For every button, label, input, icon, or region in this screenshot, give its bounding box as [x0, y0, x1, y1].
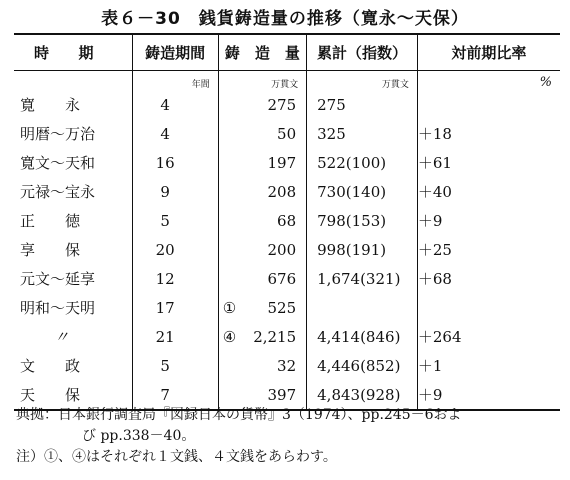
cell-cumulative: 522(100)	[307, 148, 418, 177]
amount-value: 275	[267, 95, 297, 114]
ratio-sign: ＋	[417, 357, 433, 375]
cell-cumulative: 798(153)	[307, 206, 418, 235]
cell-period: 天 保	[14, 380, 132, 410]
ratio-sign: ＋	[417, 386, 433, 404]
amount-value: 2,215	[253, 327, 297, 346]
ratio-value: 9	[432, 212, 443, 230]
cell-amount	[218, 293, 306, 322]
cell-amount	[218, 235, 306, 264]
cell-duration: 12	[132, 264, 218, 293]
table-row	[14, 351, 560, 380]
ratio-sign: ＋	[417, 328, 433, 346]
table-row	[14, 177, 560, 206]
cell-cumulative: 4,446(852)	[307, 351, 418, 380]
coin-note: 注）①、④はそれぞれ１文銭、４文銭をあらわす。	[16, 449, 337, 465]
cell-ratio	[417, 177, 560, 206]
amount-value: 197	[267, 153, 297, 172]
cell-cumulative: 4,843(928)	[307, 380, 418, 410]
amount-value: 397	[267, 385, 297, 404]
cell-duration: 20	[132, 235, 218, 264]
ratio-value: 1	[432, 357, 443, 375]
cell-cumulative: 4,414(846)	[307, 322, 418, 351]
cell-period: 明和～天明	[20, 299, 96, 317]
cell-period: 元文～延享	[20, 270, 96, 288]
amount-value: 68	[277, 211, 297, 230]
ratio-sign: ＋	[417, 270, 433, 288]
cell-duration: 4	[132, 90, 218, 119]
cell-ratio	[417, 119, 560, 148]
table-row	[14, 293, 560, 322]
header-period: 時 期	[14, 34, 132, 71]
cell-amount	[218, 206, 306, 235]
ratio-value: 61	[432, 154, 452, 172]
ratio-sign: ＋	[417, 241, 433, 259]
cell-duration: 17	[132, 293, 218, 322]
table-title: 表６－30 銭貨鋳造量の推移（寛永～天保）	[101, 9, 469, 29]
amount-value: 525	[267, 298, 297, 317]
amount-value: 50	[277, 124, 297, 143]
units-row	[14, 71, 560, 91]
cell-amount	[218, 119, 306, 148]
cell-period: 正 徳	[20, 212, 81, 230]
cell-period: 文 政	[20, 357, 81, 375]
cell-amount	[218, 90, 306, 119]
amount-value: 200	[267, 240, 297, 259]
cell-duration: 16	[132, 148, 218, 177]
cell-ratio	[417, 264, 560, 293]
header-row	[14, 34, 560, 71]
header-duration: 鋳造期間	[132, 34, 218, 71]
source-note-line1: 典拠：日本銀行調査局『図録日本の貨幣』3（1974）、pp.245－6およ	[16, 407, 462, 423]
cell-cumulative: 325	[307, 119, 418, 148]
cell-period: 享 保	[20, 241, 81, 259]
coin-type-marker: ④	[222, 327, 237, 346]
cell-period: 寛 永	[20, 96, 81, 114]
cell-duration: 5	[132, 351, 218, 380]
cell-ratio	[417, 206, 560, 235]
header-ratio: 対前期比率	[417, 34, 560, 71]
unit-ratio: %	[417, 71, 560, 91]
header-amount: 鋳 造 量	[218, 34, 306, 71]
cell-amount	[218, 264, 306, 293]
cell-amount	[218, 322, 306, 351]
cell-period: 〃	[54, 328, 70, 346]
coin-type-marker: ①	[222, 298, 237, 317]
cell-cumulative: 998(191)	[307, 235, 418, 264]
table-row	[14, 90, 560, 119]
unit-duration: 年間	[132, 71, 218, 91]
cell-period: 元禄～宝永	[20, 183, 96, 201]
table-row	[14, 264, 560, 293]
unit-amount: 万貫文	[218, 71, 306, 91]
ratio-value: 9	[432, 386, 443, 404]
unit-cumulative: 万貫文	[307, 71, 418, 91]
ratio-sign: ＋	[417, 125, 433, 143]
cell-ratio	[417, 90, 560, 119]
source-note-line2: び pp.338－40。	[82, 428, 196, 444]
cell-duration: 21	[132, 322, 218, 351]
cell-cumulative: 275	[307, 90, 418, 119]
cell-period: 寛文～天和	[20, 154, 96, 172]
ratio-sign: ＋	[417, 212, 433, 230]
amount-value: 676	[267, 269, 297, 288]
cell-duration: 4	[132, 119, 218, 148]
cell-ratio	[417, 351, 560, 380]
ratio-sign: ＋	[417, 154, 433, 172]
cell-period: 明暦～万治	[20, 125, 96, 143]
coin-minting-table	[14, 33, 560, 411]
cell-amount	[218, 351, 306, 380]
cell-cumulative: 1,674(321)	[307, 264, 418, 293]
cell-ratio	[417, 293, 560, 322]
cell-cumulative	[307, 293, 418, 322]
amount-value: 32	[277, 356, 297, 375]
cell-ratio	[417, 322, 560, 351]
cell-amount	[218, 148, 306, 177]
cell-ratio	[417, 148, 560, 177]
ratio-value: 40	[432, 183, 452, 201]
header-cumulative: 累計（指数）	[307, 34, 418, 71]
table-row	[14, 148, 560, 177]
ratio-value: 25	[432, 241, 452, 259]
ratio-value: 264	[432, 328, 462, 346]
cell-amount	[218, 177, 306, 206]
ratio-value: 68	[432, 270, 452, 288]
table-row	[14, 322, 560, 351]
cell-cumulative: 730(140)	[307, 177, 418, 206]
cell-duration: 7	[132, 380, 218, 410]
table-row	[14, 119, 560, 148]
cell-ratio	[417, 235, 560, 264]
ratio-sign: ＋	[417, 183, 433, 201]
amount-value: 208	[267, 182, 297, 201]
table-row	[14, 206, 560, 235]
table-row	[14, 235, 560, 264]
cell-duration: 9	[132, 177, 218, 206]
footnotes	[16, 405, 556, 468]
ratio-value: 18	[432, 125, 452, 143]
cell-duration: 5	[132, 206, 218, 235]
